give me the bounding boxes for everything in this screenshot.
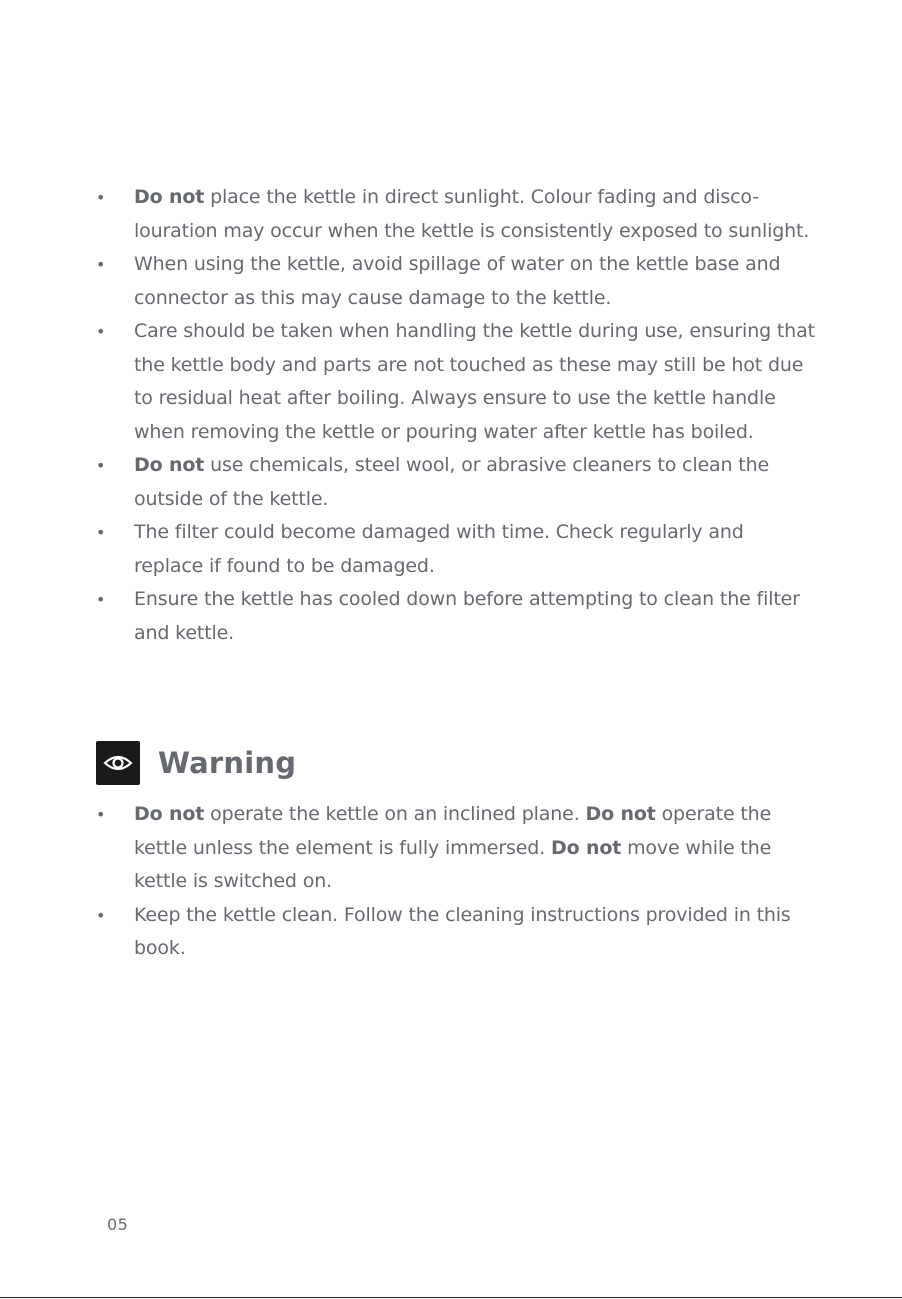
warning-list	[96, 798, 816, 966]
care-instructions-list	[96, 181, 816, 650]
page-number: 05	[107, 1215, 129, 1234]
bullet: •	[96, 322, 106, 341]
bullet: •	[96, 523, 106, 542]
list-item	[96, 181, 816, 248]
item-text: When using the kettle, avoid spillage of water on the kettle base and connector as this may cause damage to the kettle.	[134, 253, 781, 309]
bullet: •	[96, 188, 106, 207]
item-text: operate the kettle on an inclined plane.	[204, 803, 586, 825]
emphasis: Do not	[550, 836, 622, 859]
emphasis: Do not	[585, 803, 656, 825]
warning-title: Warning	[158, 746, 297, 780]
bullet: •	[96, 805, 106, 824]
list-item	[96, 899, 816, 966]
eye-icon	[96, 741, 140, 785]
item-text: operate the kettle unless the element is fully immersed.	[134, 803, 772, 859]
bottom-rule	[0, 1297, 902, 1298]
list-item	[96, 315, 816, 449]
list-item	[96, 449, 816, 516]
item-text: The filter could become damaged with time. Check regularly and replace if found to be damaged.	[134, 521, 744, 577]
list-item	[96, 798, 816, 899]
bullet: •	[96, 905, 106, 925]
emphasis: Do not	[134, 454, 205, 476]
bullet: •	[96, 456, 106, 475]
emphasis: Do not	[134, 186, 205, 208]
item-text: place the kettle in direct sunlight. Colour fading and disco-louration may occur when the kettle is consistently exposed to sunlight.	[134, 186, 810, 242]
item-text: move while the kettle is switched on.	[134, 836, 772, 892]
list-item	[96, 583, 816, 650]
list-item	[96, 516, 816, 583]
list-item	[96, 248, 816, 315]
bullet: •	[96, 590, 106, 609]
item-text: use chemicals, steel wool, or abrasive cleaners to clean the outside of the kettle.	[134, 454, 770, 510]
item-text: Keep the kettle clean. Follow the cleaning instructions provided in this book.	[134, 903, 791, 959]
bullet: •	[96, 255, 106, 274]
item-text: Care should be taken when handling the kettle during use, ensuring that the kettle body and parts are not touched as these may still be hot due to residual heat after boiling. Always ensure to use the kettle handle when removing the kettle or pouring water after kettle has boiled.	[134, 320, 815, 443]
item-text: Ensure the kettle has cooled down before attempting to clean the filter and kettle.	[134, 588, 800, 644]
warning-header	[96, 741, 296, 785]
emphasis: Do not	[134, 803, 205, 825]
